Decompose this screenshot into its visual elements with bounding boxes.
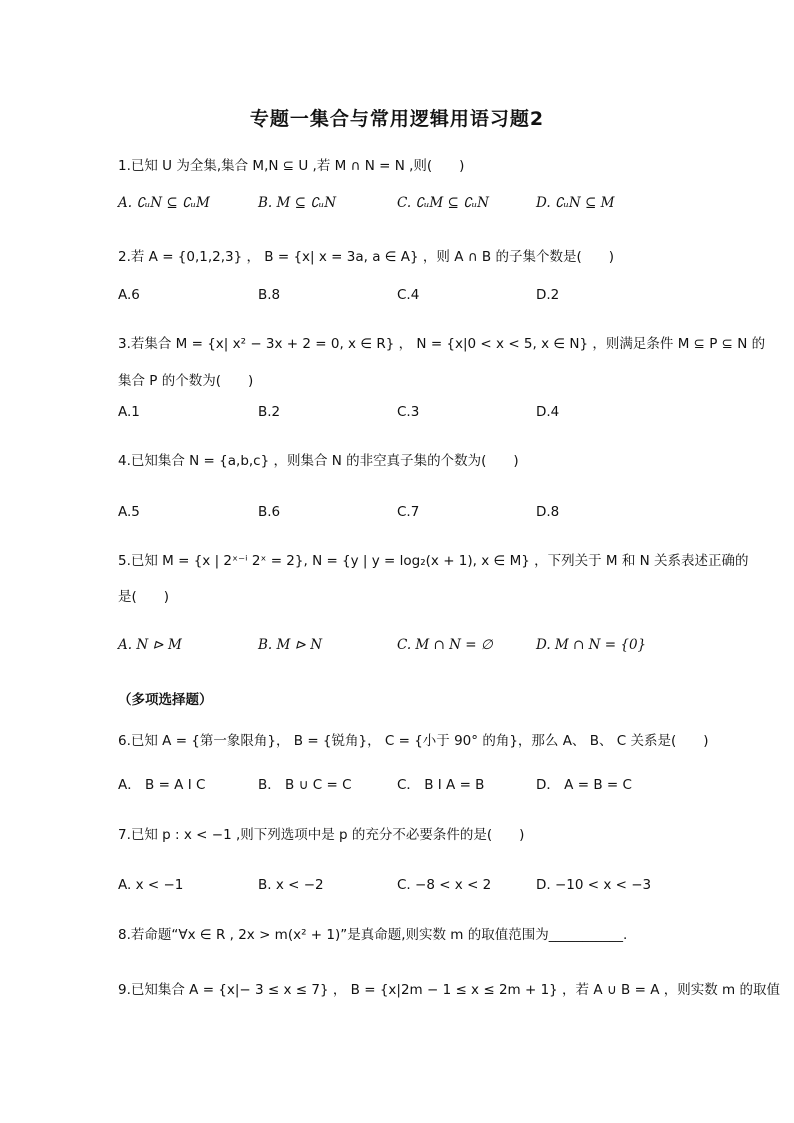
option-b: B.6	[258, 504, 281, 520]
option-c: C.4	[397, 287, 420, 303]
question-7-stem: 7.已知 p : x < −1 ,则下列选项中是 p 的充分不必要条件的是( )	[118, 827, 525, 843]
question-5-stem-cont: 是( )	[118, 589, 170, 605]
option-b: B.2	[258, 404, 281, 420]
question-5-stem: 5.已知 M = {x | 2ˣ⁻ⁱ 2ˣ = 2}, N = {y | y = log₂(x + 1), x ∈ M} ，下列关于 M 和 N 关系表述正确的	[118, 553, 749, 569]
option-c: C． B I A = B	[397, 777, 485, 793]
option-b: B． B ∪ C = C	[258, 777, 352, 793]
option-b: B. x < −2	[258, 877, 324, 893]
option-d: D. −10 < x < −3	[536, 877, 652, 893]
option-d: D.8	[536, 504, 560, 520]
option-b: B.8	[258, 287, 281, 303]
option-b: B. M ⊳ N	[258, 637, 323, 653]
question-8-stem: 8.若命题“∀x ∈ R , 2x > m(x² + 1)”是真命题,则实数 m 的取值范围为___________.	[118, 927, 628, 943]
option-c: C.7	[397, 504, 420, 520]
section-heading: （多项选择题）	[118, 692, 213, 708]
option-d: D. ∁ᵤN ⊆ M	[536, 195, 615, 211]
option-a: A． B = A I C	[118, 777, 206, 793]
question-3-stem-cont: 集合 P 的个数为( )	[118, 373, 254, 389]
option-a: A.1	[118, 404, 140, 420]
option-c: C. ∁ᵤM ⊆ ∁ᵤN	[397, 195, 489, 211]
question-3-stem: 3.若集合 M = {x| x² − 3x + 2 = 0, x ∈ R} ， N = {x|0 < x < 5, x ∈ N} ，则满足条件 M ⊆ P ⊆ N 的	[118, 336, 766, 352]
option-c: C. M ∩ N = ∅	[397, 637, 493, 653]
option-a: A.6	[118, 287, 140, 303]
option-a: A. N ⊳ M	[118, 637, 182, 653]
option-d: D.2	[536, 287, 560, 303]
option-b: B. M ⊆ ∁ᵤN	[258, 195, 337, 211]
option-d: D.4	[536, 404, 560, 420]
option-d: D． A = B = C	[536, 777, 632, 793]
option-c: C. −8 < x < 2	[397, 877, 492, 893]
option-d: D. M ∩ N = {0}	[536, 637, 647, 653]
question-1-stem: 1.已知 U 为全集,集合 M,N ⊆ U ,若 M ∩ N = N ,则( )	[118, 158, 465, 174]
question-4-stem: 4.已知集合 N = {a,b,c} ，则集合 N 的非空真子集的个数为( )	[118, 453, 519, 469]
question-9-stem: 9.已知集合 A = {x|− 3 ≤ x ≤ 7} ， B = {x|2m − 1 ≤ x ≤ 2m + 1} ，若 A ∪ B = A ，则实数 m 的取值	[118, 982, 780, 998]
option-a: A. ∁ᵤN ⊆ ∁ᵤM	[118, 195, 210, 211]
option-c: C.3	[397, 404, 420, 420]
question-2-stem: 2.若 A = {0,1,2,3} ， B = {x| x = 3a, a ∈ A} ，则 A ∩ B 的子集个数是( )	[118, 249, 614, 265]
option-a: A. x < −1	[118, 877, 184, 893]
page-title: 专题一集合与常用逻辑用语习题2	[249, 108, 545, 130]
option-a: A.5	[118, 504, 140, 520]
question-6-stem: 6.已知 A = {第一象限角}， B = {锐角}， C = {小于 90° 的角}，那么 A、 B、 C 关系是( )	[118, 733, 709, 749]
